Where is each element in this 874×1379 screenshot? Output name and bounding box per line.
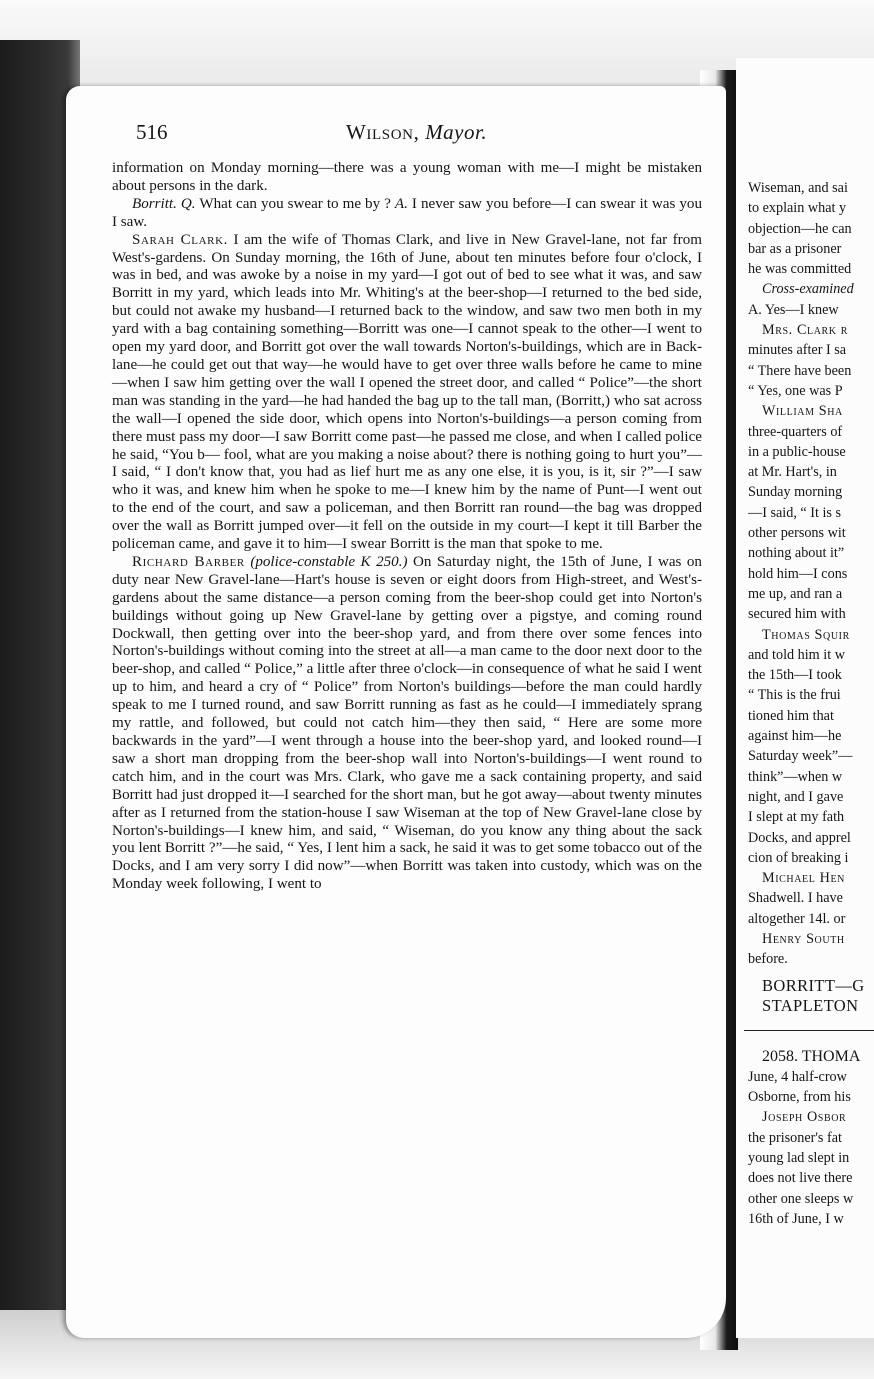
paragraph bbox=[112, 196, 702, 232]
text-line: the 15th—I took bbox=[748, 667, 842, 684]
text-line: William Sha bbox=[762, 403, 843, 420]
text-line: June, 4 half-crow bbox=[748, 1068, 847, 1085]
page-number: 516 bbox=[136, 120, 168, 144]
text-line: Wiseman, and sai bbox=[748, 180, 848, 196]
text-line: me up, and ran a bbox=[748, 585, 843, 602]
text-line: think”—when w bbox=[748, 768, 843, 785]
paragraph bbox=[112, 232, 702, 554]
paragraph: information on Monday morning—there was a young woman with me—I might be mistaken about persons in the dark. bbox=[112, 160, 702, 194]
text-line: Osborne, from his bbox=[748, 1089, 851, 1106]
text-line: cion of breaking i bbox=[748, 849, 849, 866]
text-line: tioned him that bbox=[748, 707, 834, 724]
case-heading: 2058. THOMA bbox=[762, 1047, 861, 1065]
text-line: hold him—I cons bbox=[748, 565, 848, 582]
text-line: Cross-examined bbox=[762, 281, 854, 298]
text-line: nothing about it” bbox=[748, 545, 845, 562]
text-line: altogether 14l. or bbox=[748, 910, 846, 927]
question-marker: Q. bbox=[180, 195, 196, 212]
text-line: “ This is the frui bbox=[748, 687, 841, 704]
question-text: What can you swear to me by ? bbox=[199, 195, 391, 212]
text-line: Docks, and apprel bbox=[748, 829, 851, 846]
text-line: other persons wit bbox=[748, 525, 846, 542]
text-line: Michael Hen bbox=[762, 870, 845, 887]
text-line: bar as a prisoner bbox=[748, 240, 842, 257]
text-line: Shadwell. I have bbox=[748, 890, 843, 907]
text-line: in a public-house bbox=[748, 443, 846, 460]
paragraph bbox=[112, 554, 702, 894]
speaker-name: Richard Barber bbox=[132, 553, 245, 570]
text-line: Thomas Squir bbox=[762, 626, 850, 643]
running-head bbox=[136, 120, 696, 150]
text-line: three-quarters of bbox=[748, 423, 843, 440]
testimony-text: On Saturday night, the 15th of June, I was on duty near New Gravel-lane—Hart's house is seven or eight doors from High-street, and West's-gardens about the same distance—a person coming from the beer-shop could get into Norton's buildings without going up New Gravel-lane by getting over a pigstye, and coming round Dockwall, then getting over into the beer-shop yard, and from there over some fences into Norton's-buildings without coming into the street at all—a man came to the door next door to the beer-shop, and called “ Police,” a little after three o'clock—in consequence of what he said I went up to him, and heard a cry of “ Police” from Norton's buildings—before the man could hardly speak to me I turned round, and saw Borritt running as fast as he could—I immediately sprang my rattle, and followed, but could not catch him—they then said, “ Here are some more backwards in the yard”—I went through a house into the beer-shop yard, and looked round—I saw a short man dropping from the beer-shop wall into Norton's-buildings—I went round to catch him, and in the court was Mrs. Clark, who gave me a sack containing property, and said Borritt had just dropped it—I searched for the short man, but he got away—about twenty minutes after as I returned from the station-house I saw Wiseman at the top of New Gravel-lane close by Norton's-buildings—I knew him, and said, “ Wiseman, do you know any thing about the sack you lent Borritt ?”—he said, “ Yes, I lent him a sack, he said it was to get some tobacco out of the Docks, and I am very sorry I did now”—when Borritt was taken into custody, which was on the Monday week following, I went to bbox=[112, 553, 702, 893]
text-line: to explain what y bbox=[748, 200, 847, 217]
answer-marker: A. bbox=[394, 195, 408, 212]
text-line: Henry South bbox=[762, 930, 845, 947]
text-line: Mrs. Clark r bbox=[762, 322, 849, 339]
text-line: he was committed bbox=[748, 261, 852, 278]
text-line: the prisoner's fat bbox=[748, 1129, 842, 1146]
text-line: 16th of June, I w bbox=[748, 1210, 844, 1227]
text-line: I slept at my fath bbox=[748, 809, 845, 826]
text-line: and told him it w bbox=[748, 646, 845, 663]
page-title-name: Wilson, bbox=[346, 120, 420, 144]
verdict-line: STAPLETON bbox=[762, 995, 859, 1015]
text-line: —I said, “ It is s bbox=[748, 504, 841, 521]
text-line: minutes after I sa bbox=[748, 342, 847, 359]
text-line: “ There have been bbox=[748, 362, 852, 379]
text-line: Sunday morning bbox=[748, 484, 843, 501]
text-line: against him—he bbox=[748, 728, 842, 745]
text-line: before. bbox=[748, 951, 788, 968]
text-line: other one sleeps w bbox=[748, 1190, 854, 1207]
page-title bbox=[346, 120, 487, 145]
text-line: night, and I gave bbox=[748, 788, 844, 805]
testimony-text: I am the wife of Thomas Clark, and live in New Gravel-lane, not far from West's-gardens. On Sunday morning, the 16th of June, about ten minutes before four o'clock, I was in bed, and was awoke by a noise in my yard—I got out of bed to see what it was, and saw Borritt in my yard, which leads into Mr. Whiting's at the beer-shop—I returned to the bed side, but could not awake my husband—I returned back to the window, and saw two men both in my yard with a bag containing something—Borritt was one—I cannot speak to the other—I went to open my yard door, and Borritt got over the wall towards Norton's-buildings, which are in Back-lane—he could get out that way—he would have to get over three walls before he came to mine—when I saw him getting over the wall I opened the street door, and called “ Police”—the short man was standing in the yard—he had handed the bag up to the tall man, (Borritt,) who sat across the wall—I opened the side door, which opens into Norton's-buildings—a person coming from there must pass my door—I saw Borritt come past—he passed me close, and when I called police he said, “You b— fool, what are you making a noise about? there is nothing going to hurt you”—I said, “ I don't know that, you had as lief hurt me as any one else, it is you, is it, sir ?”—I saw who it was, and knew him when he spoke to me—I knew him by the name of Punt—I went out to the end of the court, and saw a policeman, and then Borritt ran round—the bag was dropped over the wall as Borritt jumped over—it fell on the outside in my court—I kept it till Barber the policeman came, and gave it to him—I swear Borritt is the man that spoke to me. bbox=[112, 231, 702, 553]
text-line: young lad slept in bbox=[748, 1150, 850, 1167]
speaker-name: Sarah Clark. bbox=[132, 231, 229, 248]
speaker-role: (police-constable K 250.) bbox=[250, 553, 408, 570]
text-line: Joseph Osbor bbox=[762, 1109, 847, 1126]
answer-text: I never saw you before—I can swear it was you I saw. bbox=[112, 195, 702, 230]
left-page-text bbox=[112, 160, 702, 894]
speaker-name: Borritt. bbox=[132, 195, 177, 212]
text-line: does not live there bbox=[748, 1170, 853, 1187]
text-line: A. Yes—I knew bbox=[748, 301, 839, 318]
text-line: “ Yes, one was P bbox=[748, 382, 843, 399]
right-page-text bbox=[748, 178, 874, 1229]
section-divider bbox=[744, 1030, 874, 1031]
text-line: secured him with bbox=[748, 606, 846, 623]
verdict-line: BORRITT—G bbox=[762, 975, 865, 995]
text-line: at Mr. Hart's, in bbox=[748, 464, 837, 481]
text-line: objection—he can bbox=[748, 220, 852, 237]
text-line: Saturday week”— bbox=[748, 748, 853, 765]
page-title-role: Mayor. bbox=[425, 120, 488, 144]
